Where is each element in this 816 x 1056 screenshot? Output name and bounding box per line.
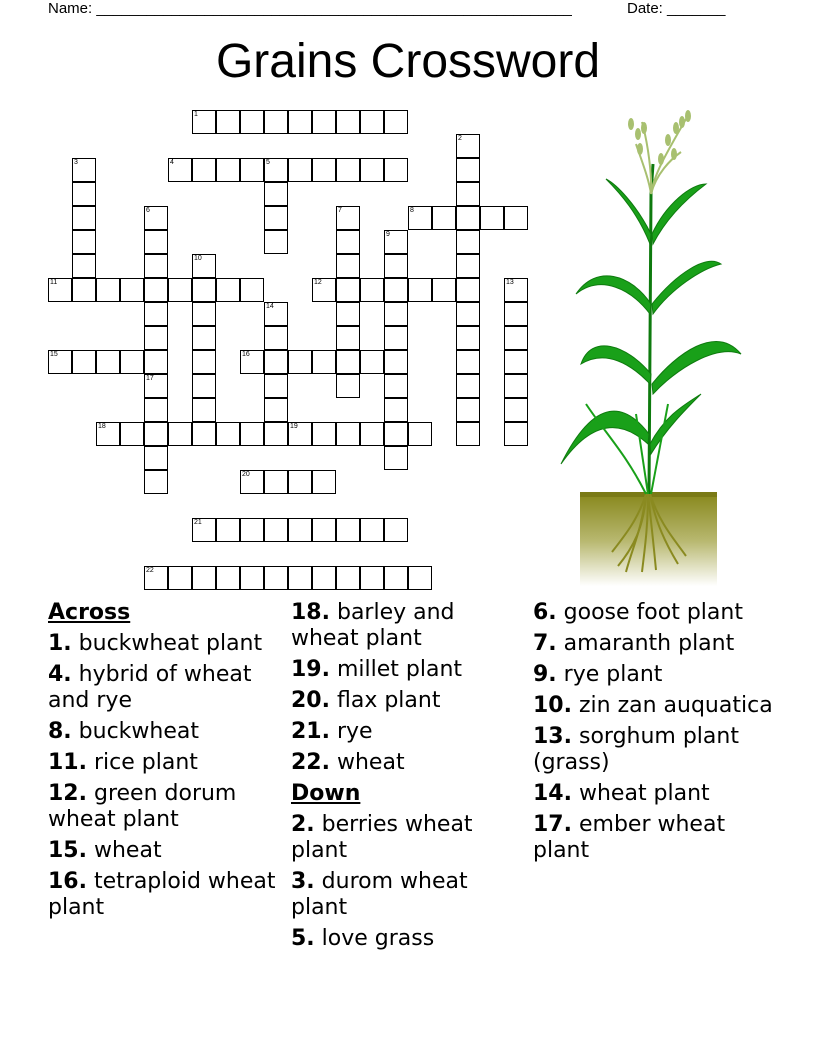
grid-cell[interactable] xyxy=(336,350,360,374)
grid-cell[interactable] xyxy=(456,134,480,158)
clue-number: 3. xyxy=(291,869,315,894)
clue-number: 4. xyxy=(48,662,72,687)
clue-item xyxy=(291,926,521,952)
grid-cell[interactable] xyxy=(264,326,288,350)
grid-cell[interactable] xyxy=(312,422,336,446)
clue-number: 10. xyxy=(533,693,572,718)
clue-item xyxy=(533,693,773,719)
clues-column-2 xyxy=(291,600,521,957)
clue-text: amaranth plant xyxy=(563,631,735,656)
grid-cell[interactable] xyxy=(504,206,528,230)
clue-item xyxy=(291,688,521,714)
clue-number: 12. xyxy=(48,781,87,806)
across-heading: Across xyxy=(48,600,131,625)
cell-number: 2 xyxy=(458,135,462,142)
clue-item xyxy=(291,600,521,652)
clue-number: 13. xyxy=(533,724,572,749)
grain-plant-illustration xyxy=(556,104,756,594)
grid-cell[interactable] xyxy=(360,110,384,134)
grid-cell[interactable] xyxy=(360,158,384,182)
grid-cell[interactable] xyxy=(360,518,384,542)
clues-column-1 xyxy=(48,600,278,926)
grid-cell[interactable] xyxy=(456,182,480,206)
grid-cell[interactable] xyxy=(144,326,168,350)
grid-cell[interactable] xyxy=(72,182,96,206)
grid-cell[interactable] xyxy=(336,230,360,254)
grid-cell[interactable] xyxy=(264,518,288,542)
clue-text: tetraploid wheat plant xyxy=(48,869,276,920)
grid-cell[interactable] xyxy=(216,110,240,134)
grid-cell[interactable] xyxy=(408,422,432,446)
grid-cell[interactable] xyxy=(240,110,264,134)
grid-cell[interactable] xyxy=(264,110,288,134)
clue-number: 20. xyxy=(291,688,330,713)
grid-cell[interactable] xyxy=(144,302,168,326)
clue-item xyxy=(48,869,278,921)
grid-cell[interactable] xyxy=(216,158,240,182)
grid-cell[interactable] xyxy=(120,278,144,302)
grid-cell[interactable] xyxy=(384,278,408,302)
grid-cell[interactable] xyxy=(312,158,336,182)
clue-text: buckwheat xyxy=(78,719,199,744)
grid-cell[interactable] xyxy=(384,302,408,326)
cell-number: 11 xyxy=(50,279,58,286)
grid-cell[interactable] xyxy=(384,374,408,398)
grid-cell[interactable] xyxy=(144,374,168,398)
grid-cell[interactable] xyxy=(288,422,312,446)
clue-text: flax plant xyxy=(336,688,441,713)
cell-number: 12 xyxy=(314,279,322,286)
clue-item xyxy=(533,631,773,657)
cell-number: 14 xyxy=(266,303,274,310)
grid-cell[interactable] xyxy=(144,254,168,278)
grid-cell[interactable] xyxy=(336,518,360,542)
grid-cell[interactable] xyxy=(192,398,216,422)
clue-item xyxy=(533,662,773,688)
clue-number: 5. xyxy=(291,926,315,951)
clue-text: barley and wheat plant xyxy=(291,600,455,651)
grid-cell[interactable] xyxy=(384,350,408,374)
grid-cell[interactable] xyxy=(456,158,480,182)
grid-cell[interactable] xyxy=(384,518,408,542)
grid-cell[interactable] xyxy=(456,230,480,254)
clue-text: goose foot plant xyxy=(563,600,743,625)
grid-cell[interactable] xyxy=(384,158,408,182)
clue-number: 17. xyxy=(533,812,572,837)
cell-number: 7 xyxy=(338,207,342,214)
grid-cell[interactable] xyxy=(72,278,96,302)
grid-cell[interactable] xyxy=(240,470,264,494)
grid-cell[interactable] xyxy=(264,422,288,446)
clue-text: rice plant xyxy=(93,750,198,775)
grid-cell[interactable] xyxy=(456,206,480,230)
cell-number: 5 xyxy=(266,159,270,166)
grid-cell[interactable] xyxy=(288,470,312,494)
grid-cell[interactable] xyxy=(240,566,264,590)
clue-number: 16. xyxy=(48,869,87,894)
clue-number: 21. xyxy=(291,719,330,744)
grid-cell[interactable] xyxy=(192,350,216,374)
grid-cell[interactable] xyxy=(336,302,360,326)
grid-cell[interactable] xyxy=(504,374,528,398)
grid-cell[interactable] xyxy=(192,566,216,590)
grid-cell[interactable] xyxy=(192,374,216,398)
grid-cell[interactable] xyxy=(408,566,432,590)
clue-text: wheat xyxy=(336,750,405,775)
grid-cell[interactable] xyxy=(456,398,480,422)
clue-text: hybrid of wheat and rye xyxy=(48,662,252,713)
cell-number: 21 xyxy=(194,519,202,526)
grid-cell[interactable] xyxy=(240,350,264,374)
clue-item xyxy=(48,662,278,714)
grid-cell[interactable] xyxy=(48,350,72,374)
grid-cell[interactable] xyxy=(288,110,312,134)
grid-cell[interactable] xyxy=(288,566,312,590)
grid-cell[interactable] xyxy=(336,110,360,134)
clue-item xyxy=(533,600,773,626)
clue-item xyxy=(48,750,278,776)
date-blank[interactable]: _______ xyxy=(667,0,726,17)
page-title: Grains Crossword xyxy=(215,35,601,88)
grid-cell[interactable] xyxy=(456,326,480,350)
clue-item xyxy=(291,719,521,745)
clues-column-3 xyxy=(533,600,773,869)
grid-cell[interactable] xyxy=(264,398,288,422)
grid-cell[interactable] xyxy=(384,254,408,278)
grid-cell[interactable] xyxy=(144,398,168,422)
grid-cell[interactable] xyxy=(384,110,408,134)
cell-number: 17 xyxy=(146,375,154,382)
clue-item xyxy=(48,719,278,745)
grid-cell[interactable] xyxy=(144,566,168,590)
grid-cell[interactable] xyxy=(312,350,336,374)
grid-cell[interactable] xyxy=(360,278,384,302)
grid-cell[interactable] xyxy=(264,350,288,374)
clue-item xyxy=(291,869,521,921)
clue-number: 1. xyxy=(48,631,72,656)
clue-item xyxy=(48,838,278,864)
grid-cell[interactable] xyxy=(336,374,360,398)
grid-cell[interactable] xyxy=(120,422,144,446)
clue-number: 14. xyxy=(533,781,572,806)
cell-number: 16 xyxy=(242,351,250,358)
cell-number: 15 xyxy=(50,351,58,358)
grid-cell[interactable] xyxy=(504,398,528,422)
name-blank[interactable]: _________________________________________________________ xyxy=(96,0,572,17)
grid-cell[interactable] xyxy=(216,566,240,590)
grid-cell[interactable] xyxy=(312,110,336,134)
grid-cell[interactable] xyxy=(336,326,360,350)
grid-cell[interactable] xyxy=(384,326,408,350)
grid-cell[interactable] xyxy=(96,350,120,374)
clue-text: wheat plant xyxy=(578,781,710,806)
grid-cell[interactable] xyxy=(504,326,528,350)
clue-item xyxy=(533,724,773,776)
clue-number: 9. xyxy=(533,662,557,687)
clue-number: 22. xyxy=(291,750,330,775)
clue-item xyxy=(291,812,521,864)
grid-cell[interactable] xyxy=(408,206,432,230)
grid-cell[interactable] xyxy=(264,566,288,590)
grid-cell[interactable] xyxy=(504,278,528,302)
cell-number: 1 xyxy=(194,111,198,118)
grid-cell[interactable] xyxy=(168,422,192,446)
grid-cell[interactable] xyxy=(288,158,312,182)
grid-cell[interactable] xyxy=(384,398,408,422)
grid-cell[interactable] xyxy=(336,206,360,230)
grid-cell[interactable] xyxy=(72,350,96,374)
grid-cell[interactable] xyxy=(360,350,384,374)
grid-cell[interactable] xyxy=(480,206,504,230)
clue-number: 2. xyxy=(291,812,315,837)
grid-cell[interactable] xyxy=(168,566,192,590)
grid-cell[interactable] xyxy=(288,350,312,374)
clue-text: wheat xyxy=(93,838,162,863)
cell-number: 4 xyxy=(170,159,174,166)
name-label: Name: xyxy=(48,0,97,17)
grid-cell[interactable] xyxy=(192,302,216,326)
grid-cell[interactable] xyxy=(144,422,168,446)
clue-text: buckwheat plant xyxy=(78,631,263,656)
grid-cell[interactable] xyxy=(264,230,288,254)
clue-item xyxy=(291,657,521,683)
grid-cell[interactable] xyxy=(456,254,480,278)
clue-text: rye plant xyxy=(563,662,663,687)
grid-cell[interactable] xyxy=(336,158,360,182)
clue-number: 15. xyxy=(48,838,87,863)
cell-number: 8 xyxy=(410,207,414,214)
grid-cell[interactable] xyxy=(504,350,528,374)
grid-cell[interactable] xyxy=(144,230,168,254)
clue-number: 6. xyxy=(533,600,557,625)
clue-text: sorghum plant (grass) xyxy=(533,724,739,775)
grid-cell[interactable] xyxy=(456,422,480,446)
clue-item xyxy=(48,631,278,657)
grid-cell[interactable] xyxy=(456,302,480,326)
grid-cell[interactable] xyxy=(312,278,336,302)
grid-cell[interactable] xyxy=(264,374,288,398)
grid-cell[interactable] xyxy=(336,278,360,302)
grid-cell[interactable] xyxy=(336,422,360,446)
clue-text: berries wheat plant xyxy=(291,812,473,863)
date-line[interactable] xyxy=(627,0,725,17)
clue-item xyxy=(533,781,773,807)
clue-number: 18. xyxy=(291,600,330,625)
grid-cell[interactable] xyxy=(432,278,456,302)
grid-cell[interactable] xyxy=(216,422,240,446)
grid-cell[interactable] xyxy=(144,470,168,494)
grid-cell[interactable] xyxy=(192,518,216,542)
clue-number: 8. xyxy=(48,719,72,744)
grid-cell[interactable] xyxy=(264,182,288,206)
grid-cell[interactable] xyxy=(456,374,480,398)
grid-cell[interactable] xyxy=(96,278,120,302)
clue-item xyxy=(533,812,773,864)
grid-cell[interactable] xyxy=(384,446,408,470)
cell-number: 10 xyxy=(194,255,202,262)
grid-cell[interactable] xyxy=(144,278,168,302)
grid-cell[interactable] xyxy=(72,230,96,254)
cell-number: 19 xyxy=(290,423,298,430)
grid-cell[interactable] xyxy=(120,350,144,374)
grid-cell[interactable] xyxy=(72,158,96,182)
grid-cell[interactable] xyxy=(240,158,264,182)
grid-cell[interactable] xyxy=(192,254,216,278)
grid-cell[interactable] xyxy=(312,566,336,590)
grid-cell[interactable] xyxy=(96,422,120,446)
grid-cell[interactable] xyxy=(408,278,432,302)
grid-cell[interactable] xyxy=(240,278,264,302)
grid-cell[interactable] xyxy=(336,566,360,590)
grid-cell[interactable] xyxy=(192,158,216,182)
grid-cell[interactable] xyxy=(264,302,288,326)
grid-cell[interactable] xyxy=(192,278,216,302)
grid-cell[interactable] xyxy=(504,422,528,446)
clue-text: zin zan auquatica xyxy=(578,693,773,718)
grid-cell[interactable] xyxy=(240,422,264,446)
grid-cell[interactable] xyxy=(312,518,336,542)
cell-number: 13 xyxy=(506,279,514,286)
clue-text: love grass xyxy=(321,926,435,951)
clue-number: 19. xyxy=(291,657,330,682)
clue-number: 7. xyxy=(533,631,557,656)
clue-text: ember wheat plant xyxy=(533,812,726,863)
grid-cell[interactable] xyxy=(168,158,192,182)
clue-text: rye xyxy=(336,719,373,744)
grid-cell[interactable] xyxy=(360,566,384,590)
grid-cell[interactable] xyxy=(144,350,168,374)
grid-cell[interactable] xyxy=(384,230,408,254)
cell-number: 9 xyxy=(386,231,390,238)
grid-cell[interactable] xyxy=(264,470,288,494)
grid-cell[interactable] xyxy=(360,422,384,446)
grid-cell[interactable] xyxy=(192,326,216,350)
cell-number: 18 xyxy=(98,423,106,430)
grid-cell[interactable] xyxy=(48,278,72,302)
grid-cell[interactable] xyxy=(192,422,216,446)
clue-text: green dorum wheat plant xyxy=(48,781,237,832)
down-heading: Down xyxy=(291,781,361,806)
grid-cell[interactable] xyxy=(432,206,456,230)
cell-number: 22 xyxy=(146,567,154,574)
grid-cell[interactable] xyxy=(72,254,96,278)
grid-cell[interactable] xyxy=(288,518,312,542)
cell-number: 6 xyxy=(146,207,150,214)
grid-cell[interactable] xyxy=(264,206,288,230)
grid-cell[interactable] xyxy=(240,518,264,542)
cell-number: 20 xyxy=(242,471,250,478)
clue-item xyxy=(291,750,521,776)
grid-cell[interactable] xyxy=(192,110,216,134)
grid-cell[interactable] xyxy=(144,206,168,230)
grid-cell[interactable] xyxy=(168,278,192,302)
grid-cell[interactable] xyxy=(216,278,240,302)
grid-cell[interactable] xyxy=(456,278,480,302)
clue-number: 11. xyxy=(48,750,87,775)
grid-cell[interactable] xyxy=(216,518,240,542)
grid-cell[interactable] xyxy=(264,158,288,182)
grid-cell[interactable] xyxy=(72,206,96,230)
grid-cell[interactable] xyxy=(336,254,360,278)
grid-cell[interactable] xyxy=(384,566,408,590)
cell-number: 3 xyxy=(74,159,78,166)
grid-cell[interactable] xyxy=(456,350,480,374)
date-label: Date: xyxy=(627,0,668,17)
clue-text: durom wheat plant xyxy=(291,869,468,920)
grid-cell[interactable] xyxy=(504,302,528,326)
grid-cell[interactable] xyxy=(312,470,336,494)
clue-item xyxy=(48,781,278,833)
grid-cell[interactable] xyxy=(144,446,168,470)
clue-text: millet plant xyxy=(336,657,463,682)
crossword-grid xyxy=(0,0,560,600)
grid-cell[interactable] xyxy=(384,422,408,446)
